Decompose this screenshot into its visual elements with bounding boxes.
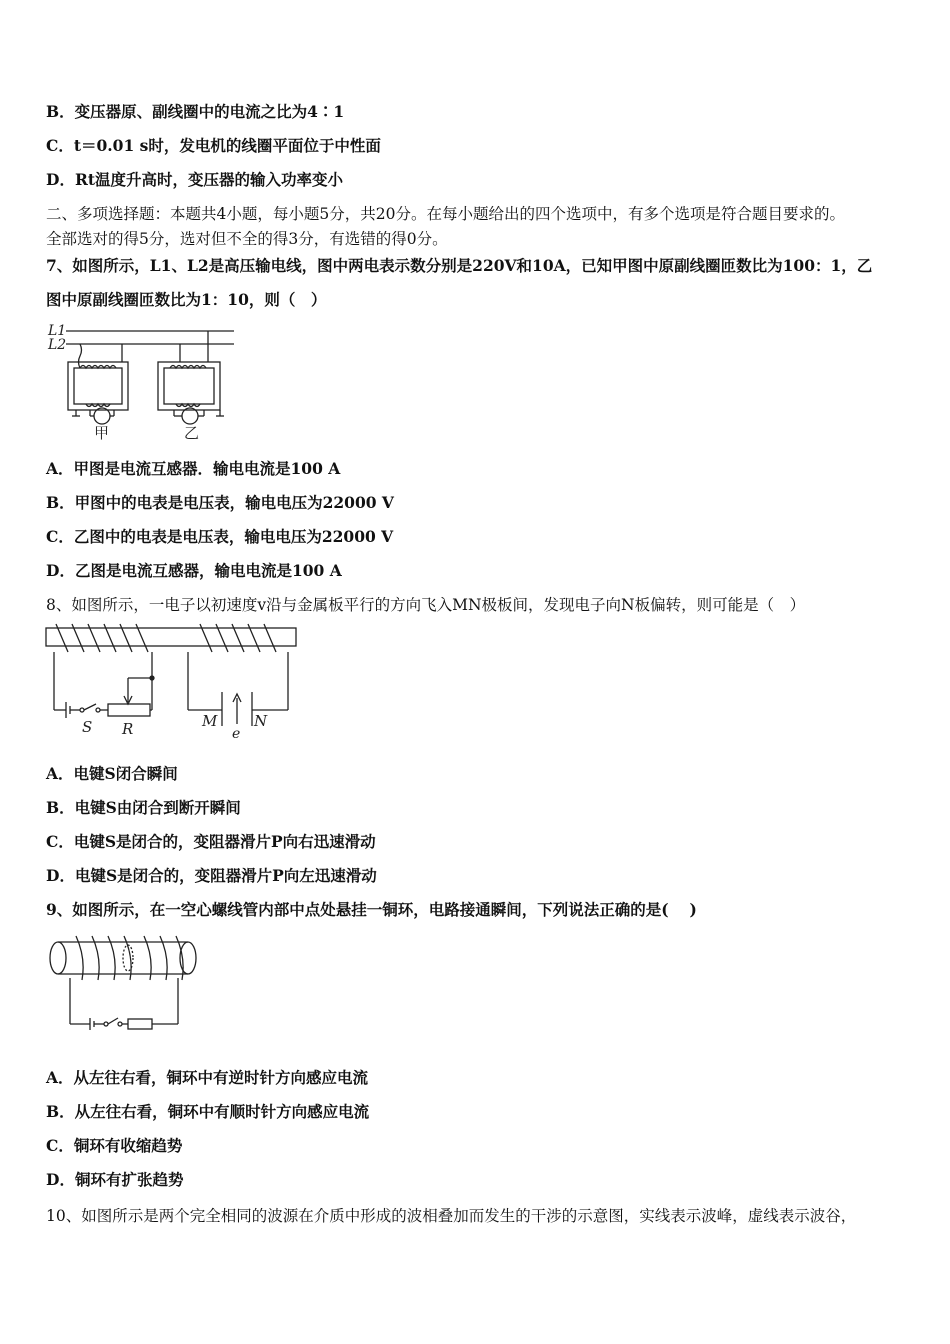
q7-label-yi: 乙 — [184, 424, 200, 442]
q7-transformer-figure — [44, 318, 244, 446]
q7-option-c: C．乙图中的电表是电压表，输电电压为22000 V — [46, 527, 394, 546]
q8-label-m: M — [202, 712, 218, 730]
q8-option-c: C．电键S是闭合的，变阻器滑片P向右迅速滑动 — [46, 832, 376, 851]
q10-stem: 10、如图所示是两个完全相同的波源在介质中形成的波相叠加而发生的干涉的示意图，实线表示波峰，虚线表示波谷， — [46, 1207, 857, 1225]
q8-label-s: S — [82, 718, 93, 736]
q7-option-a: A．甲图是电流互感器．输电电流是100 A — [46, 459, 341, 478]
q8-label-e: e — [232, 726, 241, 742]
q8-label-r: R — [122, 720, 134, 738]
q9-solenoid-figure — [44, 928, 208, 1036]
q8-option-a: A．电键S闭合瞬间 — [46, 764, 178, 783]
q8-label-n: N — [254, 712, 268, 730]
section-heading-line1: 二、多项选择题：本题共4小题，每小题5分，共20分。在每小题给出的四个选项中，有多个选项是符合题目要求的。 — [46, 205, 845, 223]
q8-circuit-figure — [42, 622, 302, 742]
section-heading-line2: 全部选对的得5分，选对但不全的得3分，有选错的得0分。 — [46, 230, 448, 248]
q8-stem: 8、如图所示，一电子以初速度v沿与金属板平行的方向飞入MN极板间，发现电子向N板偏转，则可能是（ ） — [46, 596, 806, 614]
q7-stem-line1: 7、如图所示，L1、L2是高压输电线，图中两电表示数分别是220V和10A，已知甲图中原副线圈匝数比为100：1，乙 — [46, 256, 873, 275]
q7-option-d: D．乙图是电流互感器，输电电流是100 A — [46, 561, 342, 580]
q7-label-l1: L1 — [48, 323, 67, 339]
q9-stem: 9、如图所示，在一空心螺线管内部中点处悬挂一铜环，电路接通瞬间，下列说法正确的是( ) — [46, 900, 697, 919]
q9-option-d: D．铜环有扩张趋势 — [46, 1170, 184, 1189]
q9-option-a: A．从左往右看，铜环中有逆时针方向感应电流 — [46, 1068, 369, 1087]
prev-option-b: B．变压器原、副线圈中的电流之比为4∶1 — [46, 102, 345, 121]
q7-label-l2: L2 — [48, 337, 67, 353]
q8-option-b: B．电键S由闭合到断开瞬间 — [46, 798, 241, 817]
prev-option-d: D．Rt温度升高时，变压器的输入功率变小 — [46, 170, 343, 189]
q7-label-jia: 甲 — [94, 424, 110, 442]
q9-option-b: B．从左往右看，铜环中有顺时针方向感应电流 — [46, 1102, 370, 1121]
q8-option-d: D．电键S是闭合的，变阻器滑片P向左迅速滑动 — [46, 866, 377, 885]
q9-option-c: C．铜环有收缩趋势 — [46, 1136, 183, 1155]
prev-option-c: C．t＝0.01 s时，发电机的线圈平面位于中性面 — [46, 136, 381, 155]
q7-option-b: B．甲图中的电表是电压表，输电电压为22000 V — [46, 493, 394, 512]
q7-stem-line2: 图中原副线圈匝数比为1：10，则（ ） — [46, 290, 327, 309]
